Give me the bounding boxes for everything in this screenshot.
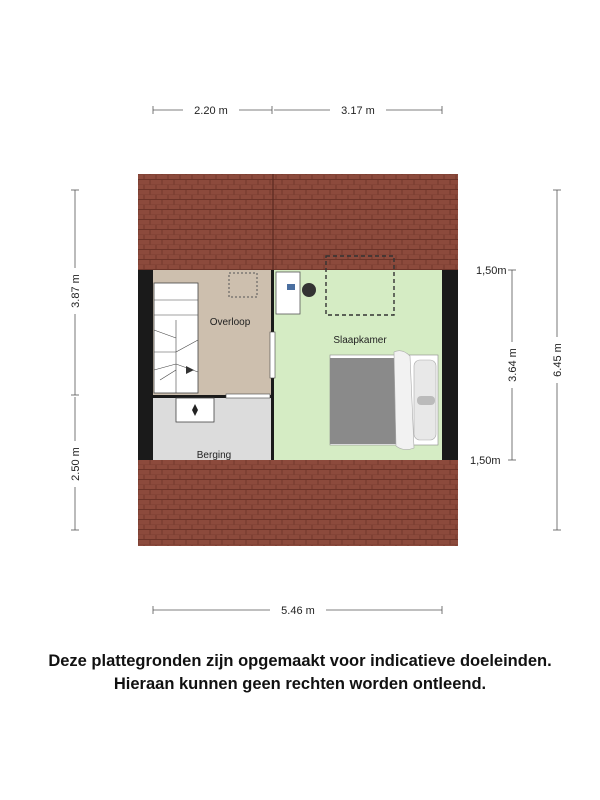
dimension-label-top-left: 2.20 m: [194, 105, 228, 117]
dimension-label-left-lower: 2.50 m: [70, 447, 82, 481]
dimension-label-left-upper: 3.87 m: [70, 274, 82, 308]
dimension-right-inner: [504, 270, 520, 460]
disclaimer-line-1: Deze plattegronden zijn opgemaakt voor indicatieve doeleinden.: [48, 652, 552, 670]
staircase: [154, 283, 198, 393]
dimension-left-upper: [67, 190, 83, 395]
desk-icon: [276, 272, 300, 314]
wall-right: [442, 270, 458, 460]
dimension-label-right-total: 6.45 m: [552, 343, 564, 377]
chair-icon: [302, 283, 316, 297]
room-label-slaapkamer: Slaapkamer: [333, 335, 387, 346]
room-label-berging: Berging: [196, 450, 232, 461]
dimension-top-right: [274, 103, 442, 117]
dimension-label-right-bottom-small: 1,50m: [470, 455, 501, 467]
dimension-label-right-inner: 3.64 m: [507, 348, 519, 382]
dimension-right-total: [549, 190, 565, 530]
boiler-icon: [176, 398, 214, 422]
dimension-label-top-right: 3.17 m: [341, 105, 375, 117]
disclaimer-line-2: Hieraan kunnen geen rechten worden ontleend.: [113, 675, 487, 693]
slaapkamer-door: [270, 332, 275, 378]
dimension-bottom: [153, 603, 442, 617]
dimension-label-bottom: 5.46 m: [281, 605, 315, 617]
dimension-top-left: [153, 103, 272, 117]
room-label-overloop: Overloop: [209, 317, 251, 328]
bed-icon: [330, 351, 438, 450]
dimension-left-lower: [67, 397, 83, 530]
wall-left: [138, 270, 153, 460]
dimension-label-right-top-small: 1,50m: [476, 265, 507, 277]
berging-door: [226, 394, 270, 398]
